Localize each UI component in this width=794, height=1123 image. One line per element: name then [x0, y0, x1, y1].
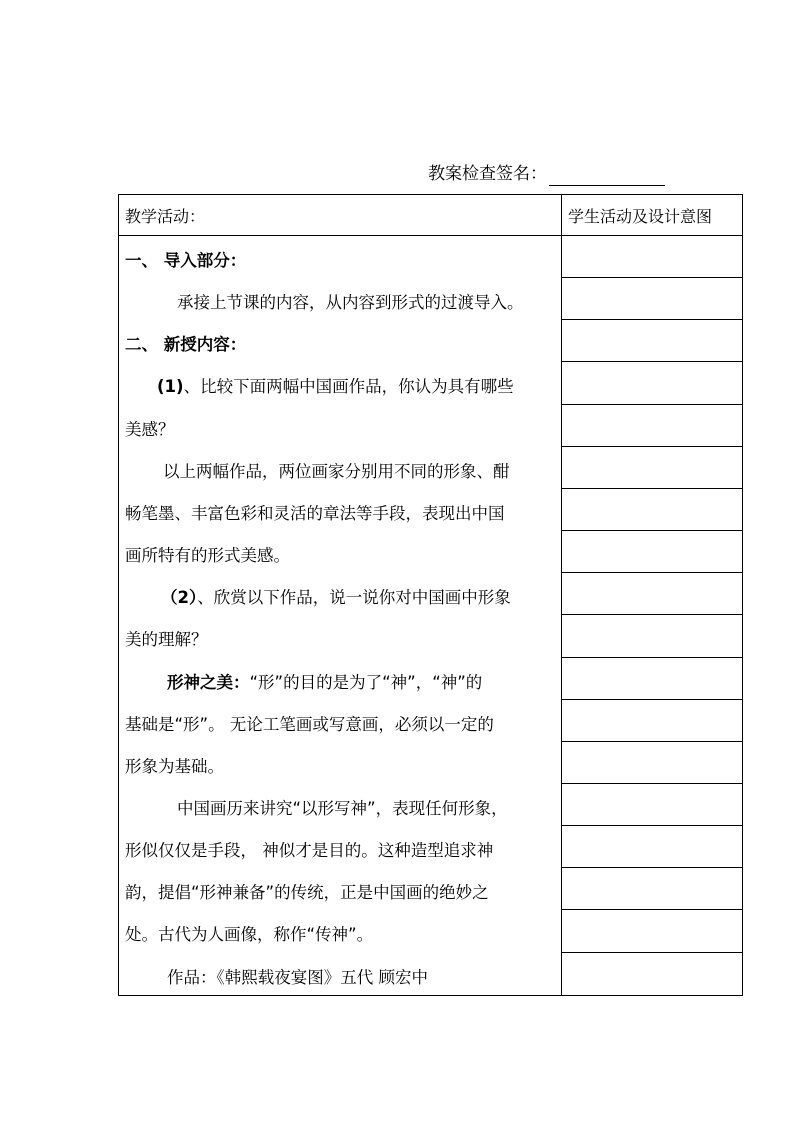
content-line: [125, 420, 175, 440]
student-activity-row-divider: [562, 825, 742, 826]
student-activity-row-divider: [562, 488, 742, 489]
column-divider: [561, 195, 562, 995]
content-line: [125, 588, 511, 608]
content-line-text: 画所特有的形式美感。: [125, 546, 290, 566]
content-line: [125, 799, 508, 819]
student-activity-row-divider: [562, 446, 742, 447]
content-line: [125, 883, 489, 903]
content-line-text: 韵，提倡“形神兼备”的传统，正是中国画的绝妙之: [125, 883, 489, 903]
content-line: [125, 673, 482, 693]
content-line-text: 美的理解？: [125, 630, 208, 650]
student-activity-row-divider: [562, 319, 742, 320]
content-line: [125, 293, 524, 313]
signature-label: 教案检查签名：: [428, 164, 547, 184]
student-activity-row-divider: [562, 952, 742, 953]
content-line-text: 以上两幅作品，两位画家分别用不同的形象、酣: [163, 461, 510, 481]
content-line-text: 形象为基础。: [125, 756, 224, 776]
student-activity-row-divider: [562, 530, 742, 531]
content-line-text: 中国画历来讲究“以形写神”，表现任何形象，: [177, 798, 508, 818]
student-activity-row-divider: [562, 277, 742, 278]
signature-blank-line[interactable]: [549, 167, 665, 186]
content-line-text: “形”的目的是为了“神”，“神”的: [249, 672, 483, 692]
signature-field: [428, 162, 665, 186]
content-line-bold-text: （2）: [161, 588, 198, 608]
student-activity-row-divider: [562, 657, 742, 658]
student-activity-row-divider: [562, 361, 742, 362]
content-line: [125, 251, 246, 271]
student-activity-row-divider: [562, 783, 742, 784]
content-line-text: 作品：《韩熙载夜宴图》五代 顾宏中: [167, 967, 428, 987]
content-line-text: 处。古代为人画像，称作“传神”。: [125, 925, 374, 945]
content-line-text: 形似仅仅是手段， 神似才是目的。这种造型追求神: [125, 841, 494, 861]
content-line: [125, 715, 494, 735]
content-line: [125, 630, 208, 650]
lesson-plan-table: [118, 194, 743, 996]
content-line: [125, 462, 510, 482]
header-divider: [119, 235, 742, 236]
content-line: [125, 841, 493, 861]
student-activity-row-divider: [562, 867, 742, 868]
content-line: [125, 377, 514, 397]
content-line: [125, 504, 505, 524]
content-line-bold-text: 一、 导入部分：: [125, 251, 247, 270]
student-activity-row-divider: [562, 572, 742, 573]
content-line: [125, 335, 246, 355]
content-line-text: 、欣赏以下作品，说一说你对中国画中形象: [197, 588, 511, 608]
header-teaching-activity: 教学活动：: [125, 207, 206, 226]
student-activity-row-divider: [562, 699, 742, 700]
content-line-bold-text: (1): [157, 377, 184, 397]
student-activity-row-divider: [562, 404, 742, 405]
student-activity-row-divider: [562, 909, 742, 910]
content-line-text: 承接上节课的内容，从内容到形式的过渡导入。: [177, 293, 524, 313]
content-line: [125, 757, 224, 777]
content-line-text: 、比较下面两幅中国画作品，你认为具有哪些: [183, 377, 514, 397]
content-line-bold-text: 形神之美：: [167, 672, 250, 692]
header-student-activity: 学生活动及设计意图: [568, 207, 713, 226]
content-line: [125, 925, 373, 945]
content-line: [125, 546, 290, 566]
student-activity-row-divider: [562, 614, 742, 615]
content-line: [125, 968, 428, 988]
content-line-text: 畅笔墨、丰富色彩和灵活的章法等手段，表现出中国: [125, 503, 505, 523]
student-activity-row-divider: [562, 741, 742, 742]
content-line-text: 美感？: [125, 419, 175, 439]
content-line-text: 基础是“形”。 无论工笔画或写意画，必须以一定的: [125, 714, 494, 734]
content-line-bold-text: 二、 新授内容：: [125, 335, 247, 355]
